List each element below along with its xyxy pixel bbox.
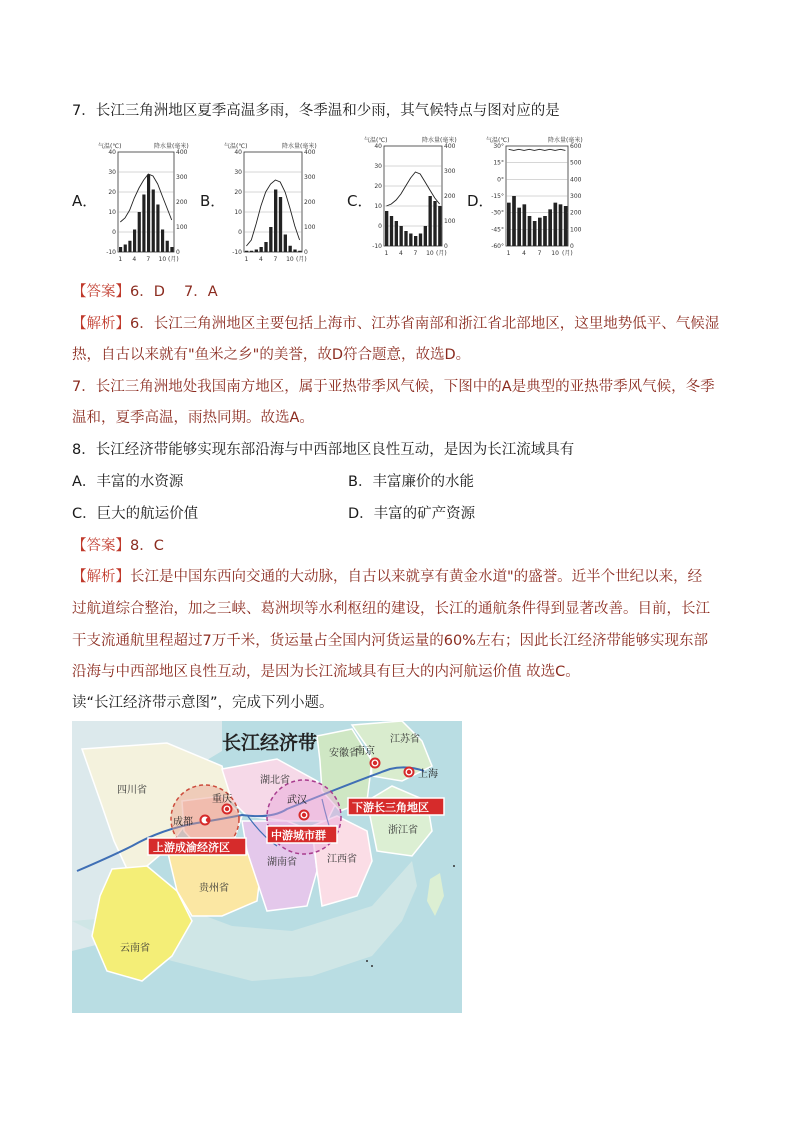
- climate-chart-a: [98, 140, 198, 268]
- analysis-6-text-1: 6．长江三角洲地区主要包括上海市、江苏省南部和浙江省北部地区，这里地势低平、气候湿: [130, 316, 720, 332]
- q8-analysis-tag: 【解析】: [72, 569, 130, 585]
- precip-bar: [429, 196, 432, 246]
- temp-tick-label: 10: [234, 209, 242, 216]
- upper-zone-label: 上游成渝经济区: [153, 841, 230, 854]
- month-unit-label: (月): [296, 256, 307, 263]
- month-unit-label: (月): [168, 256, 179, 263]
- precip-bar: [404, 231, 407, 246]
- precip-tick-label: 400: [176, 149, 188, 156]
- chengdu-dot: [206, 818, 210, 822]
- precip-tick-label: 500: [570, 159, 582, 167]
- temperature-line: [509, 149, 566, 150]
- axis-label-temp: 气温(℃): [224, 143, 248, 150]
- island-dot: [453, 865, 455, 867]
- precip-tick-label: 200: [304, 199, 316, 206]
- option-d-label: D．: [467, 192, 494, 210]
- precip-bar: [424, 226, 427, 246]
- precip-tick-label: 0: [570, 243, 574, 250]
- axis-label-temp: 气温(℃): [364, 137, 388, 144]
- q8-option-c: C．巨大的航运价值: [72, 506, 199, 522]
- temp-tick-label: -10: [106, 249, 116, 256]
- month-tick-label: 10: [286, 256, 294, 263]
- plot-frame: [118, 152, 174, 252]
- answer-tag: 【答案】: [72, 284, 130, 300]
- nanjing-dot: [373, 761, 377, 765]
- middle-zone-label: 中游城市群: [271, 829, 326, 842]
- precip-tick-label: 200: [176, 199, 188, 206]
- temp-tick-label: 10: [108, 209, 116, 216]
- precip-bar: [523, 204, 527, 246]
- temp-tick-label: 0: [238, 229, 242, 236]
- axis-label-precip: 降水量(毫米): [282, 143, 317, 150]
- precip-tick-label: 400: [304, 149, 316, 156]
- temp-tick-label: 15°: [493, 159, 504, 167]
- precip-bar: [147, 175, 150, 253]
- precip-bar: [564, 206, 568, 246]
- precip-bar: [152, 190, 155, 253]
- temp-tick-label: -15°: [491, 193, 504, 200]
- label-shanghai: 上海: [418, 769, 438, 780]
- q8-option-a: A．丰富的水资源: [72, 474, 184, 490]
- precip-bar: [279, 197, 282, 252]
- temp-tick-label: 40: [374, 143, 382, 150]
- temp-tick-label: 30°: [493, 143, 504, 150]
- month-tick-label: 10: [426, 250, 434, 257]
- precip-bar: [528, 216, 532, 246]
- label-guizhou: 贵州省: [199, 883, 229, 894]
- label-nanjing: 南京: [355, 746, 375, 757]
- temperature-line: [120, 174, 171, 222]
- precip-tick-label: 300: [444, 168, 456, 175]
- precip-bar: [170, 247, 173, 252]
- precip-bar: [260, 247, 263, 252]
- precip-bar: [298, 251, 301, 252]
- precip-tick-label: 0: [176, 249, 180, 256]
- precip-tick-label: 100: [570, 226, 582, 234]
- temp-tick-label: -10: [232, 249, 242, 256]
- month-tick-label: 7: [537, 250, 542, 257]
- precip-bar: [274, 190, 277, 253]
- answer-values: 6．D 7．A: [130, 284, 218, 300]
- plot-frame: [244, 152, 302, 252]
- month-tick-label: 10: [551, 250, 559, 257]
- label-yunnan: 云南省: [120, 943, 150, 954]
- label-sichuan: 四川省: [117, 785, 147, 796]
- temp-tick-label: -45°: [491, 226, 504, 234]
- label-zhejiang: 浙江省: [388, 825, 418, 836]
- read-prompt: 读“长江经济带示意图”，完成下列小题。: [72, 695, 334, 711]
- precip-bar: [543, 216, 547, 246]
- month-tick-label: 4: [132, 256, 137, 263]
- q8-answer-tag: 【答案】: [72, 538, 130, 554]
- yangtze-economic-belt-map: [72, 721, 462, 1013]
- precip-bar: [138, 212, 141, 252]
- precip-bar: [559, 204, 563, 246]
- option-b-label: B．: [200, 192, 226, 210]
- temperature-line: [246, 180, 299, 246]
- precip-bar: [161, 230, 164, 253]
- precip-bar: [245, 251, 248, 252]
- chongqing-dot: [225, 807, 229, 811]
- precip-bar: [512, 196, 516, 246]
- precip-tick-label: 600: [570, 143, 582, 150]
- axis-label-precip: 降水量(毫米): [548, 137, 583, 144]
- precip-bar: [400, 226, 403, 246]
- q7-stem: 7．长江三角洲地区夏季高温多雨，冬季温和少雨，其气候特点与图对应的是: [72, 103, 560, 119]
- axis-label-temp: 气温(℃): [98, 143, 122, 150]
- option-a-label: A．: [72, 192, 98, 210]
- precip-bar: [269, 227, 272, 252]
- shanghai-dot: [407, 770, 411, 774]
- month-tick-label: 1: [244, 256, 249, 263]
- temp-tick-label: 30: [234, 169, 242, 176]
- precip-bar: [385, 211, 388, 246]
- label-anhui: 安徽省: [329, 748, 359, 759]
- month-tick-label: 10: [158, 256, 167, 263]
- month-tick-label: 7: [273, 256, 278, 263]
- precip-tick-label: 0: [304, 249, 308, 256]
- precip-bar: [156, 205, 159, 253]
- island-dot: [371, 965, 373, 967]
- q8-analysis-line-4: 沿海与中西部地区良性互动，是因为长江流域具有巨大的内河航运价值 故选C。: [72, 664, 580, 680]
- label-chongqing: 重庆: [212, 794, 232, 805]
- analysis-6-line-1: [72, 313, 719, 335]
- option-c-label: C．: [347, 192, 373, 210]
- analysis-tag: 【解析】: [72, 316, 130, 332]
- precip-tick-label: 300: [176, 174, 188, 181]
- month-tick-label: 1: [118, 256, 123, 263]
- wuhan-dot: [302, 813, 306, 817]
- q8-stem: 8．长江经济带能够实现东部沿海与中西部地区良性互动，是因为长江流域具有: [72, 442, 575, 458]
- precip-bar: [390, 216, 393, 246]
- label-hunan: 湖南省: [267, 857, 297, 868]
- precip-tick-label: 300: [304, 174, 316, 181]
- month-tick-label: 7: [413, 250, 418, 257]
- climate-chart-b: [224, 140, 326, 268]
- precip-bar: [438, 206, 441, 246]
- temp-tick-label: 20: [108, 189, 116, 196]
- label-wuhan: 武汉: [287, 795, 307, 806]
- month-tick-label: 1: [384, 250, 389, 257]
- precip-tick-label: 300: [570, 193, 582, 200]
- precip-bar: [533, 221, 537, 246]
- q8-analysis-text-1: 长江是中国东西向交通的大动脉，自古以来就享有黄金水道"的盛誉。近半个世纪以来，经: [130, 569, 703, 585]
- precip-bar: [517, 208, 521, 246]
- precip-tick-label: 200: [444, 193, 456, 200]
- precip-bar: [124, 245, 127, 253]
- temp-tick-label: 20: [234, 189, 242, 196]
- precip-bar: [166, 241, 169, 252]
- month-tick-label: 4: [399, 250, 403, 257]
- precip-bar: [284, 235, 287, 253]
- climate-chart-d: [486, 134, 592, 262]
- precip-tick-label: 100: [304, 224, 316, 231]
- precip-tick-label: 100: [444, 218, 456, 225]
- answer-line: [72, 281, 218, 303]
- axis-label-precip: 降水量(毫米): [154, 143, 189, 150]
- label-chengdu: 成都: [173, 817, 193, 828]
- precip-bar: [548, 209, 552, 246]
- q8-analysis-line-1: [72, 566, 702, 588]
- q8-option-b: B．丰富廉价的水能: [348, 474, 474, 490]
- precip-bar: [433, 201, 436, 246]
- precip-tick-label: 400: [444, 143, 456, 150]
- temp-tick-label: 30: [374, 163, 382, 170]
- precip-bar: [264, 242, 267, 252]
- q8-answer-line: [72, 535, 164, 557]
- precip-bar: [133, 230, 136, 253]
- lower-zone-label: 下游长三角地区: [352, 801, 429, 814]
- temp-tick-label: 20: [374, 183, 382, 190]
- precip-bar: [255, 250, 258, 253]
- month-unit-label: (月): [562, 250, 573, 257]
- precip-bar: [250, 251, 253, 252]
- month-tick-label: 7: [146, 256, 151, 263]
- precip-bar: [409, 234, 412, 247]
- temp-tick-label: -60°: [491, 243, 504, 250]
- precip-bar: [538, 218, 542, 246]
- temp-tick-label: -10: [372, 243, 382, 250]
- temp-tick-label: 0: [112, 229, 116, 236]
- temp-tick-label: 0°: [497, 176, 504, 184]
- axis-label-temp: 气温(℃): [486, 137, 510, 144]
- month-tick-label: 4: [522, 250, 526, 257]
- temp-tick-label: 40: [234, 149, 242, 156]
- island-dot: [366, 960, 368, 962]
- precip-bar: [507, 203, 511, 246]
- month-unit-label: (月): [436, 250, 447, 257]
- analysis-7-line-2: 温和，夏季高温，雨热同期。故选A。: [72, 410, 314, 426]
- map-title: 长江经济带: [222, 732, 318, 754]
- temp-tick-label: 0: [378, 223, 382, 230]
- precip-bar: [142, 195, 145, 253]
- precip-bar: [395, 221, 398, 246]
- q8-analysis-line-3: 干支流通航里程超过7万千米，货运量占全国内河货运量的60%左右；因此长江经济带能够实现东部: [72, 633, 708, 649]
- temp-tick-label: 30: [108, 169, 116, 176]
- precip-tick-label: 0: [444, 243, 448, 250]
- precip-tick-label: 400: [570, 176, 582, 184]
- precip-tick-label: 100: [176, 224, 188, 231]
- precip-bar: [419, 234, 422, 247]
- precip-bar: [293, 250, 296, 253]
- label-hubei: 湖北省: [260, 775, 290, 786]
- month-tick-label: 4: [259, 256, 263, 263]
- temp-tick-label: -30°: [491, 209, 504, 217]
- analysis-6-line-2: 热，自古以来就有"鱼米之乡"的美誉，故D符合题意，故选D。: [72, 347, 471, 363]
- q8-option-d: D．丰富的矿产资源: [348, 506, 476, 522]
- climate-chart-c: [364, 134, 466, 262]
- precip-bar: [128, 241, 131, 252]
- analysis-7-line-1: 7．长江三角洲地处我国南方地区，属于亚热带季风气候，下图中的A是典型的亚热带季风气候，冬季: [72, 379, 715, 395]
- label-jiangxi: 江西省: [327, 854, 357, 865]
- label-jiangsu: 江苏省: [390, 734, 420, 745]
- month-tick-label: 1: [506, 250, 511, 257]
- temp-tick-label: 10: [374, 203, 382, 210]
- q8-answer-value: 8．C: [130, 538, 164, 554]
- precip-bar: [289, 246, 292, 252]
- precip-bar: [554, 203, 558, 246]
- precip-bar: [414, 236, 417, 246]
- axis-label-precip: 降水量(毫米): [422, 137, 457, 144]
- temp-tick-label: 40: [108, 149, 116, 156]
- precip-bar: [119, 247, 122, 252]
- q8-analysis-line-2: 过航道综合整治，加之三峡、葛洲坝等水利枢纽的建设，长江的通航条件得到显著改善。目前，长江: [72, 601, 710, 617]
- precip-tick-label: 200: [570, 209, 582, 217]
